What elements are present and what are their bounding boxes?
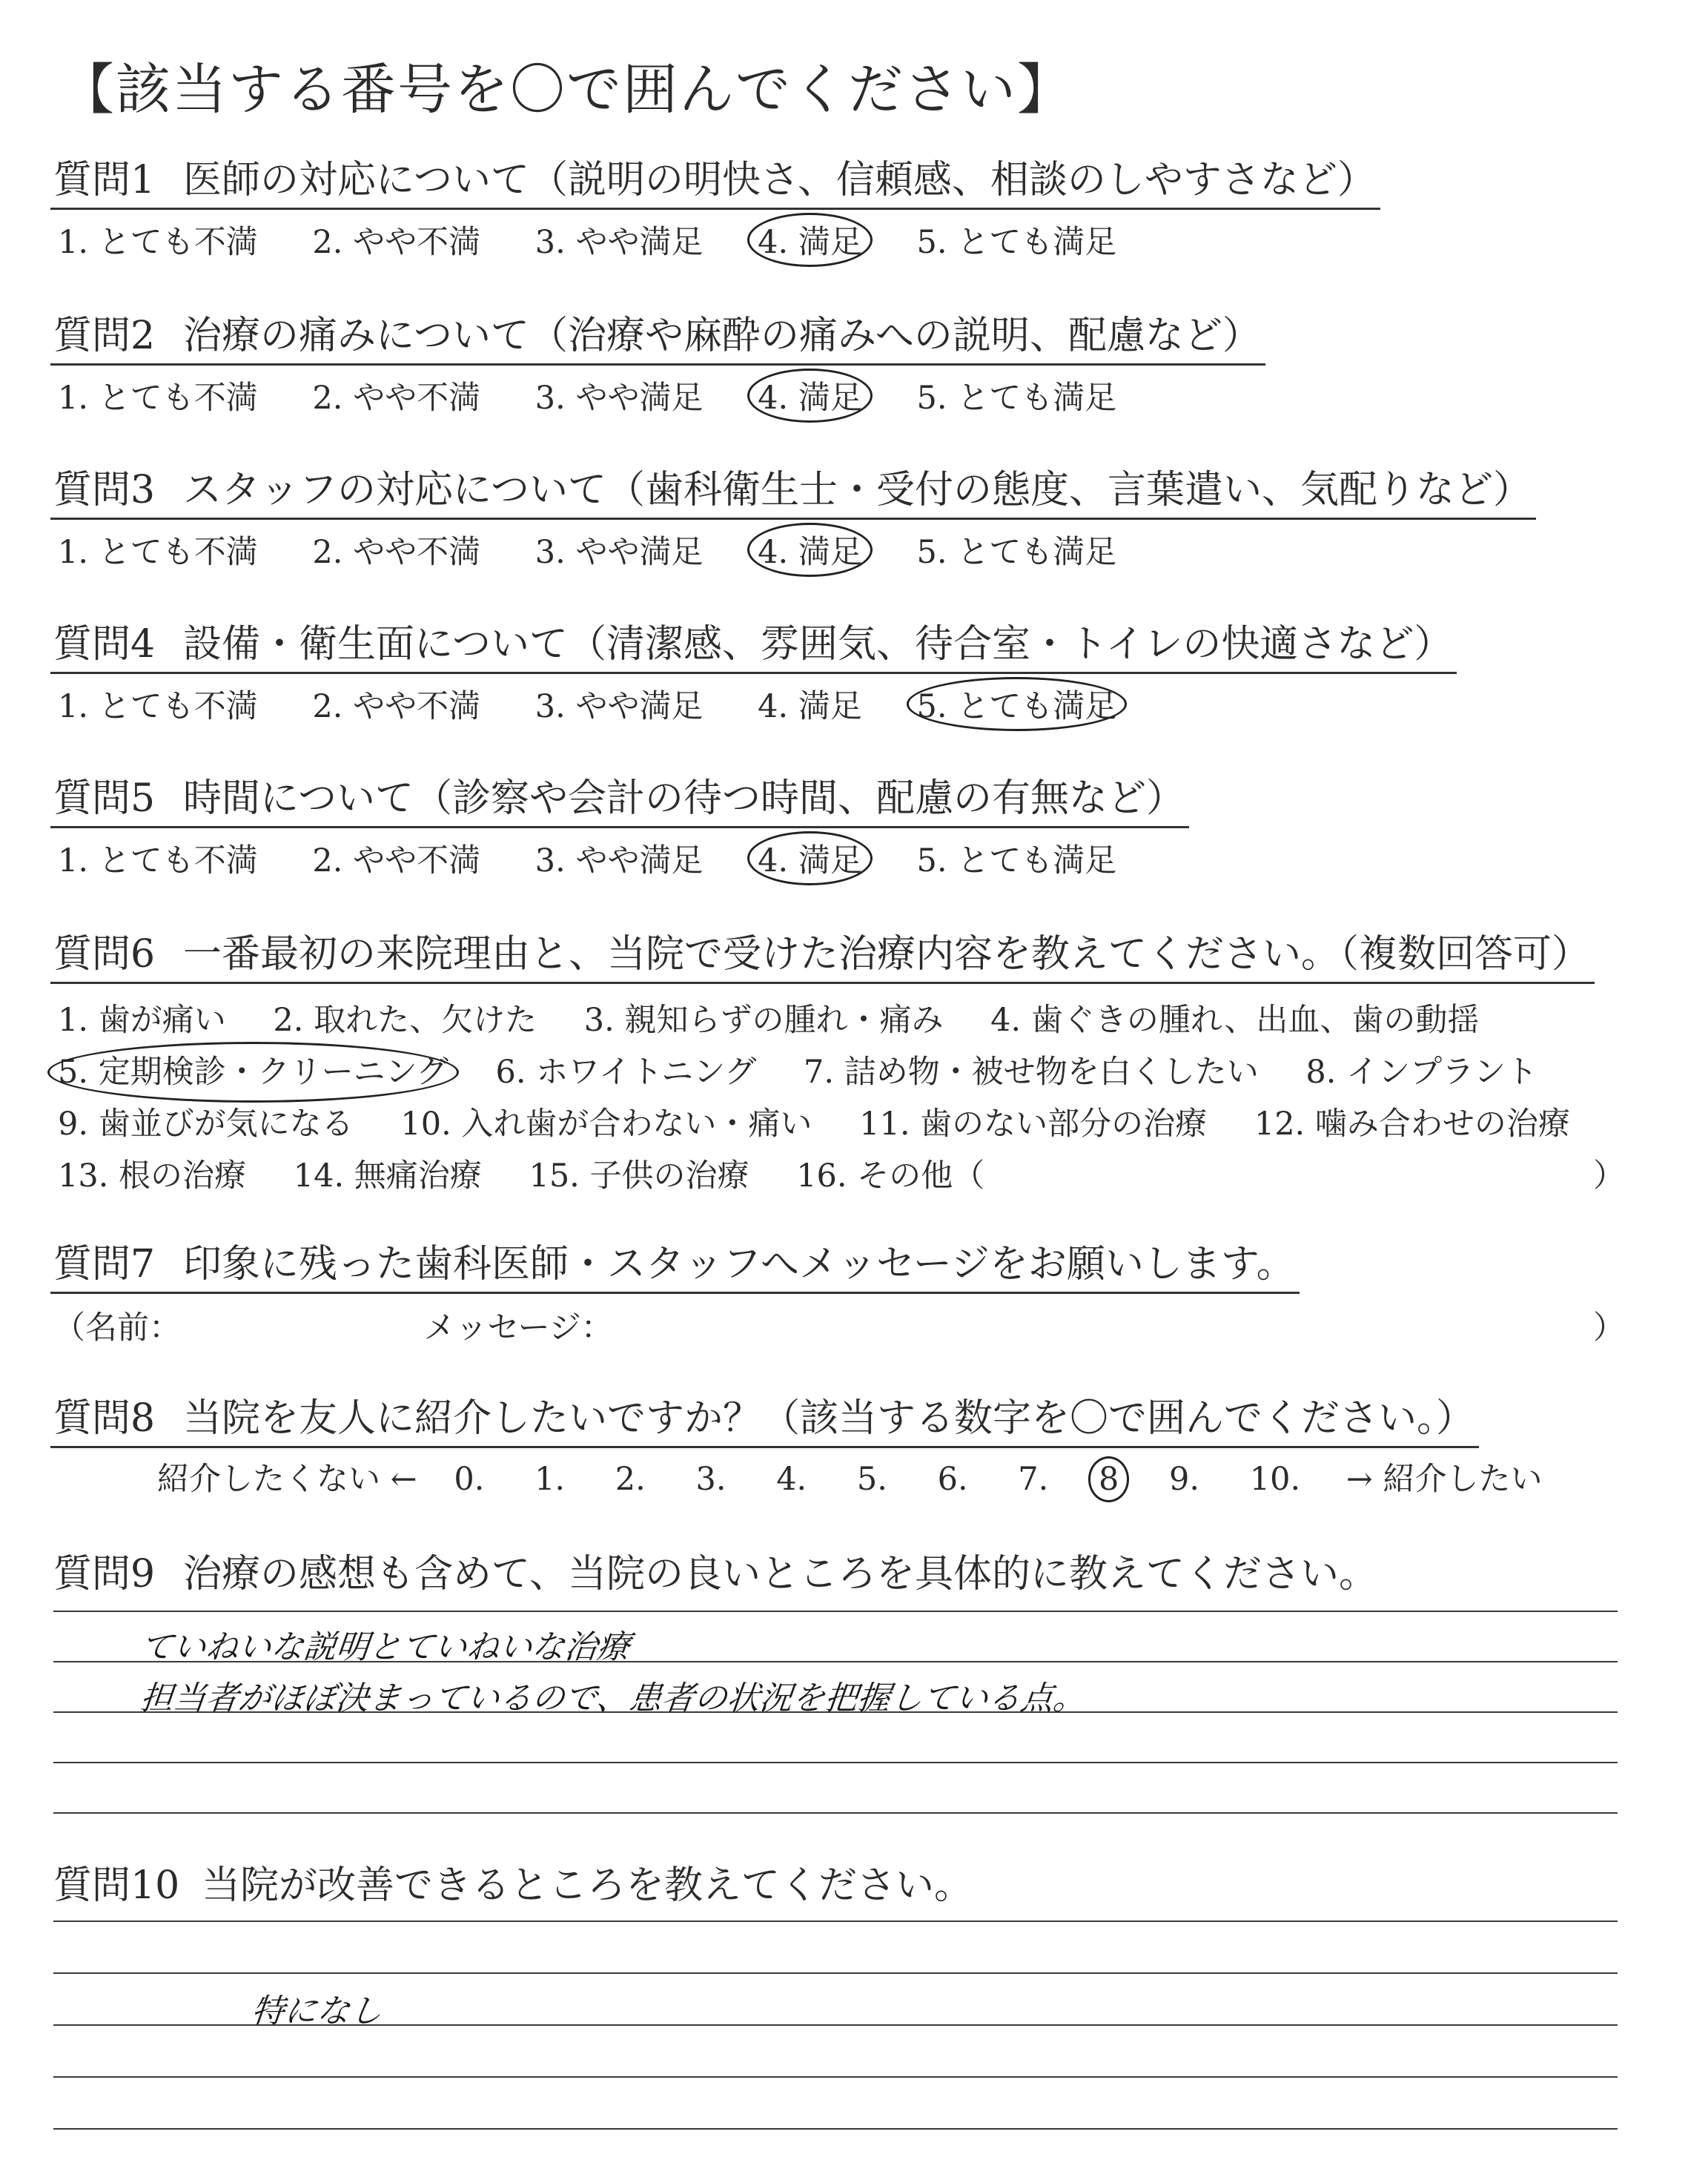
scale-option-10[interactable]: 10. — [1249, 1461, 1301, 1498]
reason-option-1[interactable]: 1. 歯が痛い — [58, 1002, 226, 1039]
scale-left-label: 紹介したくない ← — [157, 1461, 417, 1498]
rating-options — [53, 527, 1640, 572]
question-title — [53, 922, 1590, 984]
question-text: 時間について（診察や会計の待つ時間、配慮の有無など） — [183, 776, 1185, 821]
question-2 — [53, 304, 1640, 418]
scale-option-2[interactable]: 2. — [615, 1461, 646, 1498]
question-title — [53, 1387, 1474, 1448]
reason-option-4[interactable]: 4. 歯ぐきの腫れ、出血、歯の動揺 — [990, 1002, 1480, 1039]
scale-option-3[interactable]: 3. — [695, 1461, 726, 1498]
rating-options — [53, 217, 1640, 262]
scale-option-6[interactable]: 6. — [937, 1461, 968, 1498]
scale-option-9[interactable]: 9. — [1169, 1461, 1200, 1498]
question-title — [53, 148, 1376, 210]
scale-option-5[interactable]: 5. — [856, 1461, 887, 1498]
question-number: 質問10 — [53, 1863, 180, 1908]
recommend-scale — [53, 1454, 1640, 1499]
answer-line — [53, 1972, 1618, 1974]
question-title — [53, 458, 1532, 520]
answer-line — [53, 1812, 1618, 1814]
scale-option-1[interactable]: 1. — [534, 1461, 566, 1498]
rating-option-5[interactable]: 5. とても満足 — [916, 842, 1117, 879]
other-close-paren: ） — [1593, 1157, 1625, 1195]
question-title — [53, 1232, 1295, 1294]
form-header: 【該当する番号を〇で囲んでください】 — [59, 58, 1073, 122]
rating-options — [53, 681, 1640, 727]
question-title — [53, 612, 1452, 674]
answer-line — [53, 1611, 1618, 1612]
question-number: 質問6 — [53, 932, 156, 977]
question-5 — [53, 767, 1640, 881]
rating-option-1[interactable]: 1. とても不満 — [58, 534, 258, 571]
rating-option-3[interactable]: 3. やや満足 — [534, 688, 704, 725]
question-6 — [53, 922, 1640, 1202]
rating-option-3[interactable]: 3. やや満足 — [534, 224, 704, 261]
question-title — [53, 1854, 973, 1909]
rating-option-3[interactable]: 3. やや満足 — [534, 380, 704, 417]
question-number: 質問1 — [53, 158, 156, 202]
rating-option-4[interactable]: 4. 満足 — [753, 527, 867, 572]
question-title — [53, 767, 1185, 828]
question-9 — [53, 1542, 1640, 1598]
rating-option-1[interactable]: 1. とても不満 — [58, 688, 258, 725]
scale-option-7[interactable]: 7. — [1018, 1461, 1049, 1498]
question-8 — [53, 1387, 1640, 1499]
question-text: スタッフの対応について（歯科衛生士・受付の態度、言葉遣い、気配りなど） — [183, 468, 1532, 512]
reason-option-16[interactable]: 16. その他（ — [796, 1157, 985, 1195]
message-label: メッセージ： — [423, 1309, 613, 1347]
rating-option-1[interactable]: 1. とても不満 — [58, 842, 258, 879]
rating-option-4[interactable]: 4. 満足 — [753, 373, 867, 418]
question-number: 質問2 — [53, 314, 156, 358]
rating-option-2[interactable]: 2. やや不満 — [312, 380, 481, 417]
name-label: （名前： — [53, 1309, 181, 1347]
question-number: 質問9 — [53, 1552, 156, 1596]
reason-option-13[interactable]: 13. 根の治療 — [58, 1157, 247, 1195]
question-7 — [53, 1232, 1640, 1348]
q9-answer-line-2[interactable]: 担当者がほぼ決まっているので、患者の状況を把握している点。 — [138, 1680, 1088, 1717]
rating-option-3[interactable]: 3. やや満足 — [534, 534, 704, 571]
answer-line — [53, 2076, 1618, 2078]
rating-option-4[interactable]: 4. 満足 — [753, 217, 867, 262]
answer-line — [53, 1920, 1618, 1922]
reason-option-8[interactable]: 8. インプラント — [1305, 1054, 1538, 1091]
rating-option-4[interactable]: 4. 満足 — [753, 836, 867, 881]
question-number: 質問3 — [53, 468, 156, 512]
reason-option-5[interactable]: 5. 定期検診・クリーニング — [53, 1046, 453, 1098]
reason-option-7[interactable]: 7. 詰め物・被せ物を白くしたい — [804, 1054, 1259, 1091]
message-fields — [53, 1303, 1640, 1348]
rating-option-1[interactable]: 1. とても不満 — [58, 224, 258, 261]
question-10 — [53, 1854, 1640, 1909]
question-text: 当院を友人に紹介したいですか？（該当する数字を〇で囲んでください。） — [183, 1396, 1475, 1441]
scale-option-0[interactable]: 0. — [454, 1461, 485, 1498]
rating-option-5[interactable]: 5. とても満足 — [916, 380, 1117, 417]
reason-option-15[interactable]: 15. 子供の治療 — [529, 1157, 749, 1195]
reason-option-2[interactable]: 2. 取れた、欠けた — [273, 1002, 537, 1039]
question-3 — [53, 458, 1640, 572]
question-title — [53, 1542, 1377, 1598]
reason-options — [53, 994, 1640, 1202]
answer-line — [53, 1762, 1618, 1763]
question-text: 設備・衛生面について（清潔感、雰囲気、待合室・トイレの快適さなど） — [183, 622, 1453, 667]
rating-option-2[interactable]: 2. やや不満 — [312, 688, 481, 725]
rating-options — [53, 836, 1640, 881]
question-number: 質問7 — [53, 1242, 156, 1287]
reason-option-14[interactable]: 14. 無痛治療 — [293, 1157, 482, 1195]
message-close-paren: ） — [1593, 1309, 1625, 1347]
question-4 — [53, 612, 1640, 727]
question-text: 治療の痛みについて（治療や麻酔の痛みへの説明、配慮など） — [183, 314, 1261, 358]
reason-option-6[interactable]: 6. ホワイトニング — [495, 1054, 757, 1091]
question-text: 治療の感想も含めて、当院の良いところを具体的に教えてください。 — [183, 1552, 1377, 1596]
answer-line — [53, 2128, 1618, 2130]
reason-option-9[interactable]: 9. 歯並びが気になる — [58, 1106, 354, 1143]
reason-option-3[interactable]: 3. 親知らずの腫れ・痛み — [583, 1002, 944, 1039]
rating-option-5[interactable]: 5. とても満足 — [913, 681, 1122, 727]
rating-option-5[interactable]: 5. とても満足 — [916, 534, 1117, 571]
q9-answer-line-1[interactable]: ていねいな説明とていねいな治療 — [138, 1628, 632, 1666]
rating-options — [53, 373, 1640, 418]
rating-option-2[interactable]: 2. やや不満 — [312, 224, 481, 261]
question-text: 当院が改善できるところを教えてください。 — [202, 1863, 973, 1908]
question-text: 医師の対応について（説明の明快さ、信頼感、相談のしやすさなど） — [183, 158, 1376, 202]
question-text: 一番最初の来院理由と、当院で受けた治療内容を教えてください。（複数回答可） — [183, 932, 1591, 977]
question-number: 質問5 — [53, 776, 156, 821]
question-1 — [53, 148, 1640, 262]
scale-option-4[interactable]: 4. — [776, 1461, 807, 1498]
question-title — [53, 304, 1261, 366]
scale-option-8[interactable]: 8 — [1094, 1461, 1123, 1498]
rating-option-2[interactable]: 2. やや不満 — [312, 842, 481, 879]
question-number: 質問8 — [53, 1396, 156, 1441]
reason-option-10[interactable]: 10. 入れ歯が合わない・痛い — [400, 1106, 812, 1143]
rating-option-2[interactable]: 2. やや不満 — [312, 534, 481, 571]
q10-answer[interactable]: 特になし — [249, 1992, 385, 2030]
question-text: 印象に残った歯科医師・スタッフへメッセージをお願いします。 — [183, 1242, 1295, 1287]
reason-option-12[interactable]: 12. 噛み合わせの治療 — [1254, 1106, 1570, 1143]
rating-option-3[interactable]: 3. やや満足 — [534, 842, 704, 879]
rating-option-1[interactable]: 1. とても不満 — [58, 380, 258, 417]
question-number: 質問4 — [53, 622, 156, 667]
rating-option-4[interactable]: 4. 満足 — [758, 688, 862, 725]
reason-option-11[interactable]: 11. 歯のない部分の治療 — [859, 1106, 1208, 1143]
scale-right-label: → 紹介したい — [1345, 1461, 1543, 1498]
rating-option-5[interactable]: 5. とても満足 — [916, 224, 1117, 261]
